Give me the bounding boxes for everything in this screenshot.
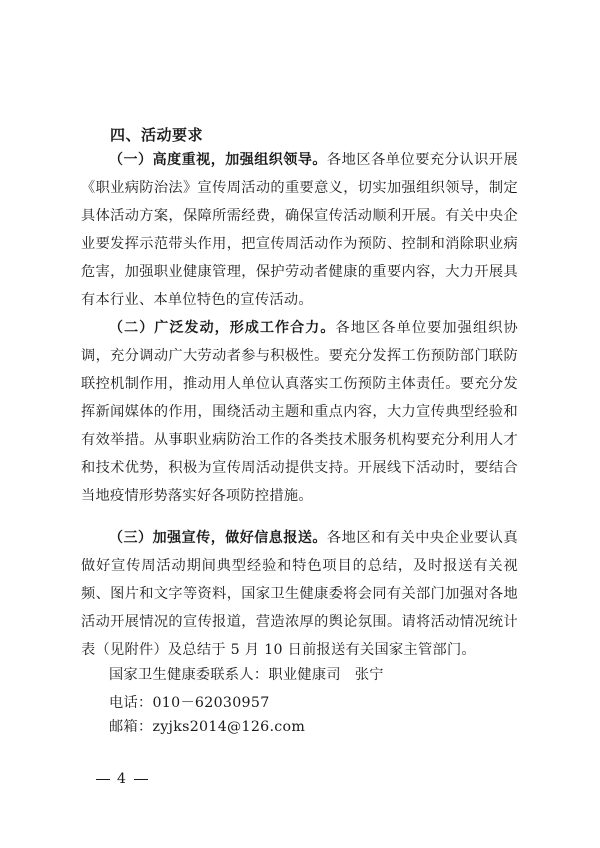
paragraph-3 <box>81 524 518 664</box>
page-number-dash-right <box>134 779 148 780</box>
paragraph-1-lead: （一）高度重视，加强组织领导。 <box>109 152 327 168</box>
section-heading: 四、活动要求 <box>110 126 204 144</box>
contact-person-name: 张宁 <box>354 667 384 683</box>
page-number <box>89 771 155 787</box>
contact-person <box>109 664 384 684</box>
paragraph-3-lead: （三）加强宣传，做好信息报送。 <box>109 530 327 546</box>
paragraph-2-lead: （二）广泛发动，形成工作合力。 <box>109 320 336 336</box>
paragraph-1 <box>81 146 518 314</box>
contact-email: 邮箱：zyjks2014@126.com <box>109 719 306 735</box>
contact-person-label: 国家卫生健康委联系人：职业健康司 <box>109 667 341 683</box>
paragraph-2-text: 各地区各单位要加强组织协调，充分调动广大劳动者参与积极性。要充分发挥工伤预防部门联防联控机制作用，推动用人单位认真落实工伤预防主体责任。要充分发挥新闻媒体的作用，围绕活动主题和重点内容，大力宣传典型经验和有效举措。从事职业病防治工作的各类技术服务机构要充分利用人才和技术优势，积极为宣传周活动提供支持。开展线下活动时，要结合当地疫情形势落实好各项防控措施。 <box>81 320 519 504</box>
page-number-value: 4 <box>117 771 127 787</box>
contact-phone: 电话：010－62030957 <box>109 695 270 711</box>
paragraph-2 <box>81 314 518 510</box>
page-number-dash-left <box>96 779 110 780</box>
paragraph-3-text: 各地区和有关中央企业要认真做好宣传周活动期间典型经验和特色项目的总结，及时报送有关视频、图片和文字等资料，国家卫生健康委将会同有关部门加强对各地活动开展情况的宣传报道，营造浓厚的舆论氛围。请将活动情况统计表（见附件）及总结于 5 月 10 日前报送有关国家主管部门。 <box>81 530 518 658</box>
paragraph-1-text: 各地区各单位要充分认识开展《职业病防治法》宣传周活动的重要意义，切实加强组织领导，制定具体活动方案，保障所需经费，确保宣传活动顺利开展。有关中央企业要发挥示范带头作用，把宣传周活动作为预防、控制和消除职业病危害，加强职业健康管理，保护劳动者健康的重要内容，大力开展具有本行业、本单位特色的宣传活动。 <box>81 152 518 308</box>
